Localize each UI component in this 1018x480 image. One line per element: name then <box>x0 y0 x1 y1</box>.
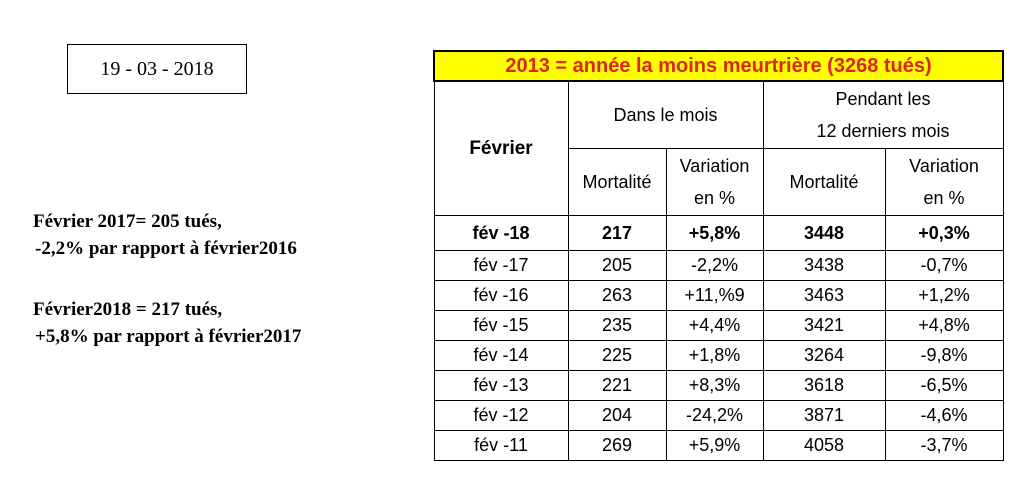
cell-mortality-month: 269 <box>568 431 666 461</box>
cell-variation-month: +1,8% <box>666 341 763 371</box>
table-row <box>434 371 1003 401</box>
col-header-variation-12 <box>885 149 1003 216</box>
cell-month: fév -11 <box>434 431 568 461</box>
cell-mortality-12: 3448 <box>763 216 885 251</box>
note-february-2018 <box>33 296 301 350</box>
col-header-line: en % <box>693 188 736 208</box>
cell-variation-12: -4,6% <box>885 401 1003 431</box>
cell-mortality-12: 3871 <box>763 401 885 431</box>
cell-mortality-12: 4058 <box>763 431 885 461</box>
col-header-mortalite-12: Mortalité <box>763 149 885 216</box>
table-row <box>434 281 1003 311</box>
cell-mortality-month: 217 <box>568 216 666 251</box>
row-header-fevrier: Février <box>434 81 568 216</box>
cell-variation-12: +4,8% <box>885 311 1003 341</box>
date-text: 19 - 03 - 2018 <box>100 57 214 80</box>
cell-variation-12: -6,5% <box>885 371 1003 401</box>
header-row-groups <box>434 81 1003 149</box>
table-title: 2013 = année la moins meurtrière (3268 tués) <box>434 51 1003 81</box>
cell-variation-month: +5,8% <box>666 216 763 251</box>
cell-variation-12: -3,7% <box>885 431 1003 461</box>
cell-variation-month: +8,3% <box>666 371 763 401</box>
cell-mortality-12: 3438 <box>763 251 885 281</box>
col-header-line: Variation <box>679 156 750 176</box>
cell-mortality-month: 204 <box>568 401 666 431</box>
note-line: -2,2% par rapport à février2016 <box>35 238 297 259</box>
col-header-line: Variation <box>909 156 979 176</box>
col-header-mortalite: Mortalité <box>568 149 666 216</box>
cell-variation-month: -24,2% <box>666 401 763 431</box>
cell-month: fév -14 <box>434 341 568 371</box>
date-box <box>67 44 247 94</box>
group-header-12-months <box>763 81 1003 149</box>
group-header-line: 12 derniers mois <box>816 121 950 141</box>
cell-mortality-month: 263 <box>568 281 666 311</box>
table-title-row <box>434 51 1003 81</box>
cell-month: fév -13 <box>434 371 568 401</box>
cell-mortality-month: 205 <box>568 251 666 281</box>
group-header-month: Dans le mois <box>568 81 763 149</box>
cell-mortality-12: 3264 <box>763 341 885 371</box>
cell-mortality-12: 3618 <box>763 371 885 401</box>
cell-mortality-12: 3463 <box>763 281 885 311</box>
table-row <box>434 216 1003 251</box>
cell-month: fév -12 <box>434 401 568 431</box>
table-row <box>434 341 1003 371</box>
col-header-variation <box>666 149 763 216</box>
cell-mortality-12: 3421 <box>763 311 885 341</box>
cell-mortality-month: 225 <box>568 341 666 371</box>
cell-variation-month: +11,%9 <box>666 281 763 311</box>
cell-mortality-month: 221 <box>568 371 666 401</box>
cell-variation-month: -2,2% <box>666 251 763 281</box>
table-row <box>434 311 1003 341</box>
group-header-line: Pendant les <box>835 89 931 109</box>
table-row <box>434 251 1003 281</box>
cell-variation-12: +0,3% <box>885 216 1003 251</box>
mortality-table <box>433 50 1004 461</box>
cell-month: fév -15 <box>434 311 568 341</box>
cell-month: fév -16 <box>434 281 568 311</box>
cell-month: fév -18 <box>434 216 568 251</box>
cell-variation-month: +4,4% <box>666 311 763 341</box>
note-line: +5,8% par rapport à février2017 <box>35 326 302 347</box>
note-line: Février2018 = 217 tués, <box>33 299 223 320</box>
cell-variation-month: +5,9% <box>666 431 763 461</box>
cell-variation-12: -9,8% <box>885 341 1003 371</box>
col-header-line: en % <box>923 188 965 208</box>
cell-month: fév -17 <box>434 251 568 281</box>
note-february-2017 <box>33 208 297 262</box>
cell-variation-12: -0,7% <box>885 251 1003 281</box>
cell-mortality-month: 235 <box>568 311 666 341</box>
cell-variation-12: +1,2% <box>885 281 1003 311</box>
table-row <box>434 431 1003 461</box>
table-row <box>434 401 1003 431</box>
note-line: Février 2017= 205 tués, <box>33 211 222 232</box>
